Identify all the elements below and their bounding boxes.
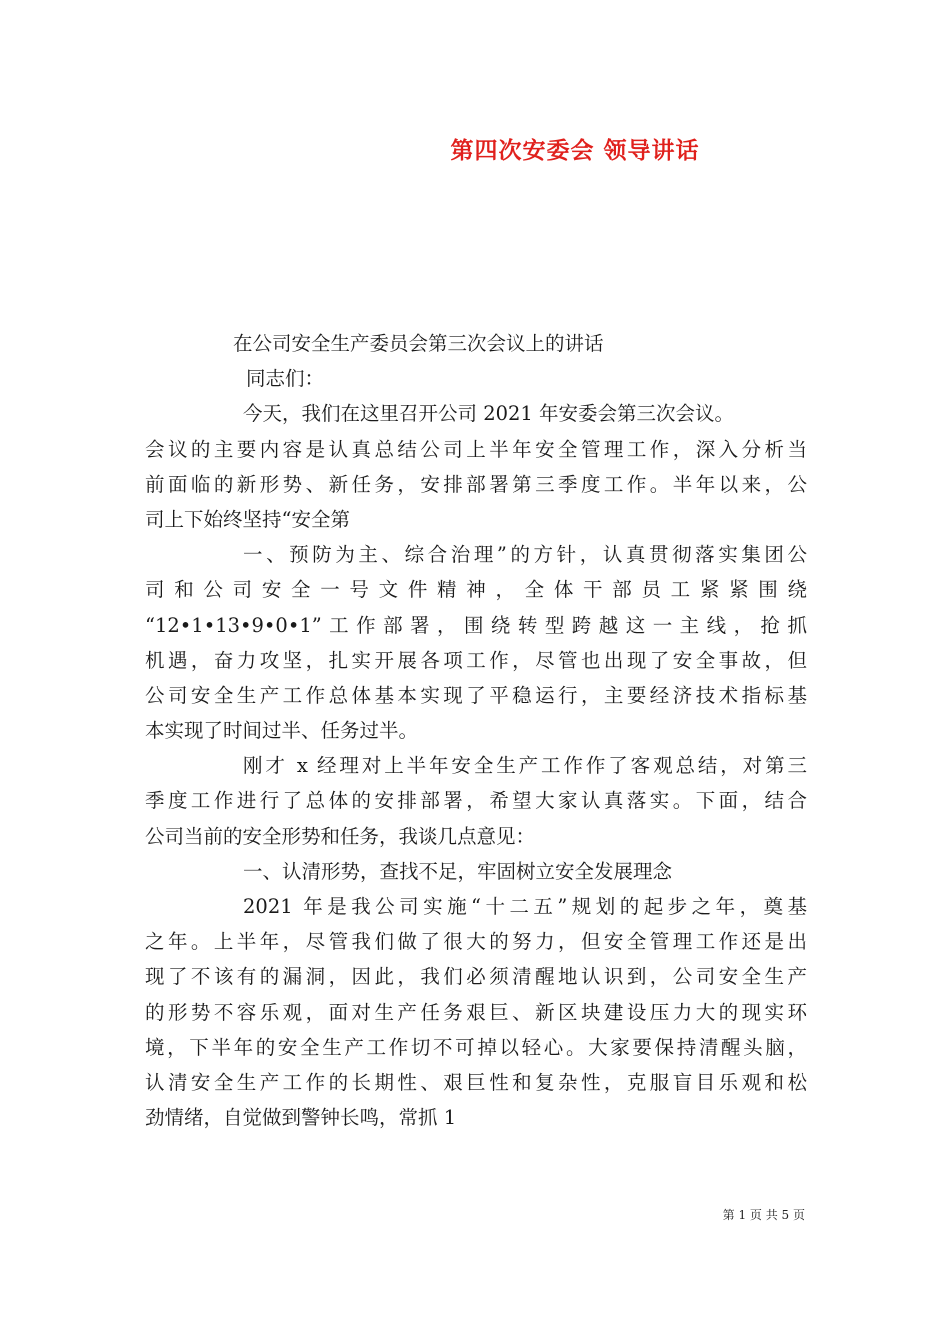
body-line: 认清安全生产工作的长期性、艰巨性和复杂性，克服盲目乐观和松 [145, 1070, 807, 1094]
body-line: 今天，我们在这里召开公司 2021 年安委会第三次会议。 [243, 402, 735, 426]
document-body [145, 326, 807, 1135]
page-number: 第 1 页 共 5 页 [722, 1208, 805, 1222]
body-line: 一、预防为主、综合治理”的方针，认真贯彻落实集团公 [243, 543, 807, 567]
body-line: 机遇，奋力攻坚，扎实开展各项工作，尽管也出现了安全事故，但 [145, 648, 807, 672]
body-line: 司和公司安全一号文件精神，全体干部员工紧紧围绕 [145, 578, 807, 602]
body-line: 前面临的新形势、新任务，安排部署第三季度工作。半年以来，公 [145, 472, 807, 496]
body-line: 劲情绪，自觉做到警钟长鸣，常抓 1 [145, 1106, 457, 1130]
body-line: 季度工作进行了总体的安排部署，希望大家认真落实。下面，结合 [145, 789, 807, 813]
body-line: 的形势不容乐观，面对生产任务艰巨、新区块建设压力大的现实环 [145, 1000, 807, 1024]
speech-subtitle: 在公司安全生产委员会第三次会议上的讲话 [233, 332, 604, 355]
body-line: 刚才 x 经理对上半年安全生产工作作了客观总结，对第三 [243, 754, 807, 778]
greeting: 同志们： [246, 367, 325, 391]
body-line: 公司当前的安全形势和任务，我谈几点意见： [145, 824, 536, 848]
page-title: 第四次安委会 领导讲话 [450, 137, 700, 164]
body-line: 之年。上半年，尽管我们做了很大的努力，但安全管理工作还是出 [145, 930, 807, 954]
body-line: 现了不该有的漏洞，因此，我们必须清醒地认识到，公司安全生产 [145, 965, 807, 989]
body-line: 会议的主要内容是认真总结公司上半年安全管理工作，深入分析当 [145, 437, 807, 461]
body-line: 司上下始终坚持“安全第 [145, 507, 350, 531]
body-line: 本实现了时间过半、任务过半。 [145, 719, 419, 743]
body-line: 境，下半年的安全生产工作切不可掉以轻心。大家要保持清醒头脑， [145, 1035, 807, 1059]
body-line: 2021 年是我公司实施“十二五”规划的起步之年，奠基 [243, 895, 807, 918]
body-line: “12•1•13•9•0•1”工作部署，围绕转型跨越这一主线，抢抓 [145, 613, 807, 637]
body-line: 公司安全生产工作总体基本实现了平稳运行，主要经济技术指标基 [145, 683, 807, 707]
section-heading: 一、认清形势，查找不足，牢固树立安全发展理念 [243, 859, 673, 883]
